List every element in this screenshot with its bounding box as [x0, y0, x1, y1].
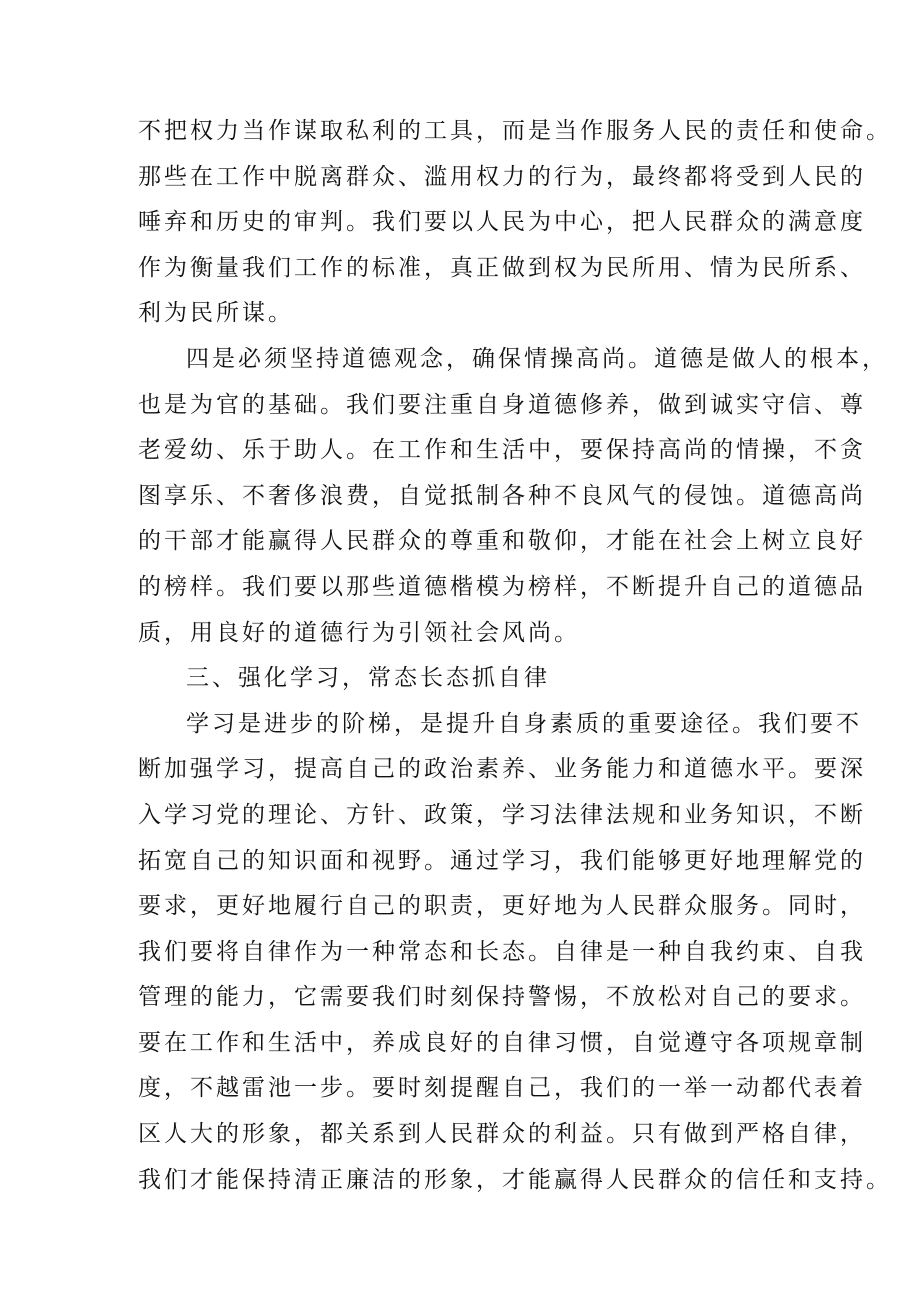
text-line: 也是为官的基础。我们要注重自身道德修养，做到诚实守信、尊	[138, 391, 866, 418]
text-line: 老爱幼、乐于助人。在工作和生活中，要保持高尚的情操，不贪	[138, 437, 866, 464]
document-body	[138, 109, 892, 1203]
paragraph-first-line: 学习是进步的阶梯，是提升自身素质的重要途径。我们要不	[186, 710, 862, 737]
text-line: 作为衡量我们工作的标准，真正做到权为民所用、情为民所系、	[138, 254, 866, 281]
text-line: 的干部才能赢得人民群众的尊重和敬仰，才能在社会上树立良好	[138, 528, 866, 555]
text-line: 图享乐、不奢侈浪费，自觉抵制各种不良风气的侵蚀。道德高尚	[138, 482, 866, 509]
paragraph-first-line: 四是必须坚持道德观念，确保情操高尚。道德是做人的根本，	[186, 345, 888, 372]
text-line: 的榜样。我们要以那些道德楷模为榜样，不断提升自己的道德品	[138, 573, 866, 600]
text-line: 度，不越雷池一步。要时刻提醒自己，我们的一举一动都代表着	[138, 1075, 866, 1102]
text-line: 管理的能力，它需要我们时刻保持警惕，不放松对自己的要求。	[138, 984, 866, 1011]
text-line: 那些在工作中脱离群众、滥用权力的行为，最终都将受到人民的	[138, 163, 866, 190]
text-line: 区人大的形象，都关系到人民群众的利益。只有做到严格自律，	[138, 1121, 866, 1148]
text-line: 我们才能保持清正廉洁的形象，才能赢得人民群众的信任和支持。	[138, 1166, 892, 1193]
section-heading: 三、强化学习，常态长态抓自律	[186, 665, 550, 692]
text-line: 断加强学习，提高自己的政治素养、业务能力和道德水平。要深	[138, 756, 866, 783]
text-line: 利为民所谋。	[138, 300, 294, 327]
text-line: 拓宽自己的知识面和视野。通过学习，我们能够更好地理解党的	[138, 847, 866, 874]
text-line: 入学习党的理论、方针、政策，学习法律法规和业务知识，不断	[138, 801, 866, 828]
text-line: 质，用良好的道德行为引领社会风尚。	[138, 619, 580, 646]
text-line: 唾弃和历史的审判。我们要以人民为中心，把人民群众的满意度	[138, 209, 866, 236]
text-line: 要在工作和生活中，养成良好的自律习惯，自觉遵守各项规章制	[138, 1029, 866, 1056]
text-line: 不把权力当作谋取私利的工具，而是当作服务人民的责任和使命。	[138, 118, 892, 144]
text-line: 我们要将自律作为一种常态和长态。自律是一种自我约束、自我	[138, 938, 866, 965]
text-line: 要求，更好地履行自己的职责，更好地为人民群众服务。同时，	[138, 893, 866, 920]
